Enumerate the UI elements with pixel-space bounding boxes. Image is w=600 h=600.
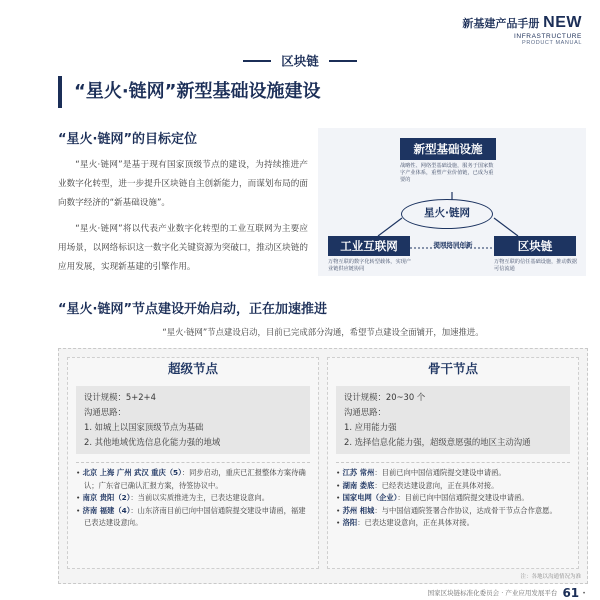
diagram-industrial-internet-box: 工业互联网 (328, 236, 410, 256)
backbone-node-title: 骨干节点 (427, 361, 478, 376)
super-node-approach-label: 沟通思路： (84, 407, 126, 417)
page-footer: 国家区块链标准化委员会 · 产业应用发展平台 61 • (427, 586, 586, 600)
super-node-list (76, 462, 310, 530)
backbone-node-list (336, 462, 570, 530)
diagram-new-infrastructure-box: 新型基础设施 (400, 138, 496, 160)
section-tag-label: 区块链 (281, 53, 319, 69)
source-note: 注：各地以沟通情况为准 (520, 574, 581, 580)
backbone-node-approach-label: 沟通思路： (344, 407, 386, 417)
list-item: • 洛阳：已表达建设意向，正在具体对接。 (336, 518, 474, 527)
list-item: • 苏州 相城：与中国信通院签署合作协议，达成骨干节点合作意愿。 (336, 505, 557, 515)
list-item: • 南京 贵阳（2）：当前以实质推进为主，已表达建设意向。 (76, 493, 270, 502)
backbone-node-scale: 设计规模：20~30 个 (344, 392, 426, 402)
super-node-title: 超级节点 (167, 361, 218, 376)
list-item: • 北京 上海 广州 武汉 重庆（5）：同步启动，重庆已汇报整体方案待确认；广东省已确认汇报方案，待签协议中。 (76, 468, 306, 490)
diagram-xinghuo-ellipse: 星火·链网 (401, 199, 493, 229)
diagram-blockchain-box: 区块链 (494, 236, 576, 256)
node-panel (58, 348, 588, 584)
diagram-blockchain-text: 万物互联的信任基础设施，推动数据可信流通 (494, 259, 578, 272)
brand-subtitle: INFRASTRUCTURE (514, 33, 582, 40)
brand-title: 新基建产品手册 NEW (462, 14, 582, 31)
footer-text: 国家区块链标准化委员会 · 产业应用发展平台 (427, 589, 558, 597)
super-node-approach-2: 2. 其他地域优选信息化能力强的地域 (84, 437, 221, 447)
list-item: • 济南 福建（4）：山东济南目前已向中国信通院提交建设申请函，福建已表达建设意向。 (76, 505, 306, 527)
goal-paragraph-2: “星火·链网”将以代表产业数字化转型的工业互联网为主要应用场景，以网络标识这一数字化关键资源为突破口，推动区块链的应用发展，实现新基建的引擎作用。 (58, 224, 308, 272)
super-node-scale: 设计规模：5+2+4 (84, 392, 156, 402)
diagram-middle-label: 提网络同创新 (433, 241, 473, 249)
progress-intro: “星火·链网”节点建设启动，目前已完成部分沟通，希望节点建设全面铺开，加速推进。 (162, 327, 484, 337)
progress-heading: “星火·链网”节点建设开始启动，正在加速推进 (58, 302, 328, 317)
list-item: • 湖南 娄底：已经表达建设意向，正在具体对接。 (336, 480, 499, 490)
super-node-approach-1: 1. 如城上以国家顶级节点为基础 (84, 422, 204, 432)
backbone-node-column (327, 357, 579, 569)
goal-paragraph-1: “星火·链网”是基于现有国家顶级节点的建设，为持续推进产业数字化转型，进一步提升区块链自主创新能力，而谋划布局的面向数字经济的“新基础设施”。 (58, 160, 308, 208)
backbone-node-approach-2: 2. 选择信息化能力强，超级意愿强的地区主动沟通 (344, 437, 531, 447)
page-title: “星火·链网”新型基础设施建设 (58, 76, 321, 108)
diagram-new-infrastructure-text: 战略性、网络型基础设施，服务于国家数字产业体系，重塑产业价值链，已成为重要的 (400, 163, 494, 183)
brand-subtitle-2: PRODUCT MANUAL (522, 40, 582, 46)
goal-heading: “星火·链网”的目标定位 (58, 132, 198, 147)
section-tag (0, 50, 600, 70)
diagram-industrial-internet-text: 万物互联的数字化转型载体，实现产业链供应链协同 (328, 259, 412, 272)
backbone-node-info (336, 386, 570, 454)
page-number: 61 (562, 586, 580, 600)
super-node-info (76, 386, 310, 454)
list-item: • 国家电网（企业）：目前已向中国信通院提交建设申请函。 (336, 493, 529, 502)
list-item: • 江苏 常州：目前已向中国信通院提交建设申请函。 (336, 468, 506, 477)
page-header (462, 14, 582, 46)
super-node-column (67, 357, 319, 569)
backbone-node-approach-1: 1. 应用能力强 (344, 422, 397, 432)
positioning-diagram (318, 128, 586, 276)
